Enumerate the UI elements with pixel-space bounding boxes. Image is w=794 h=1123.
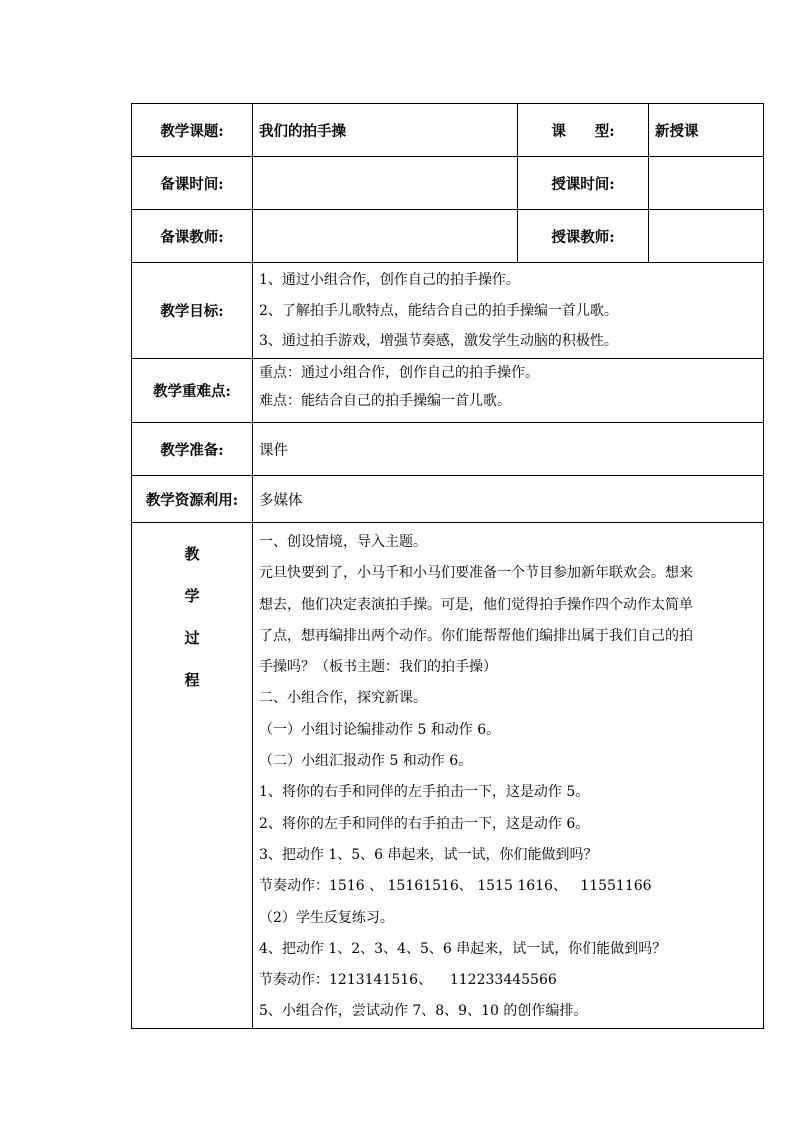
- process-line: 3、把动作 1、5、6 串起来，试一试，你们能做到吗？: [259, 846, 598, 863]
- process-line: 一、创设情境，导入主题。: [259, 534, 427, 550]
- process-line: （2）学生反复练习。: [259, 909, 394, 926]
- row-teacher: [132, 210, 764, 263]
- teach-time-label: 授课时间:: [518, 157, 649, 210]
- preparation-label: 教学准备:: [132, 423, 253, 476]
- process-line: 节奏动作：1213141516、 112233445566: [259, 972, 557, 989]
- process-line: 2、将你的左手和同伴的右手拍击一下，这是动作 6。: [259, 815, 590, 832]
- process-line: （一）小组讨论编排动作 5 和动作 6。: [259, 721, 501, 738]
- process-line: （二）小组汇报动作 5 和动作 6。: [259, 753, 473, 770]
- resources-label: 教学资源利用:: [132, 476, 253, 523]
- process-content: [253, 523, 764, 1029]
- row-resources: [132, 476, 764, 523]
- row-topic: [132, 104, 764, 157]
- type-value: 新授课: [649, 104, 764, 157]
- process-label-char: 程: [184, 671, 200, 689]
- process-line: 4、把动作 1、2、3、4、5、6 串起来，试一试，你们能做到吗？: [259, 940, 667, 957]
- process-line: 1、将你的右手和同伴的左手拍击一下，这是动作 5。: [259, 784, 590, 801]
- lesson-plan-table: [131, 103, 764, 1029]
- process-line: 5、小组合作，尝试动作 7、8、9、10 的创作编排。: [259, 1003, 588, 1020]
- key-points-content: [253, 359, 764, 423]
- topic-value: 我们的拍手操: [253, 104, 518, 157]
- preparation-value: 课件: [253, 423, 764, 476]
- row-preparation: [132, 423, 764, 476]
- process-label-char: 过: [184, 629, 200, 647]
- prep-teacher-label: 备课教师:: [132, 210, 253, 263]
- process-label-char: 学: [184, 587, 200, 605]
- type-label: 课 型:: [518, 104, 649, 157]
- key-points-label: 教学重难点:: [132, 359, 253, 423]
- prep-time-value: [253, 157, 518, 210]
- process-line: 元旦快要到了，小马千和小马们要准备一个节目参加新年联欢会。想来: [259, 565, 693, 582]
- process-line: 了点，想再编排出两个动作。你们能帮帮他们编排出属于我们自己的拍: [259, 627, 693, 644]
- process-line: 二、小组合作，探究新课。: [259, 690, 427, 707]
- row-key-points: [132, 359, 764, 423]
- teach-teacher-label: 授课教师:: [518, 210, 649, 263]
- teach-teacher-value: [649, 210, 764, 263]
- row-process: [132, 523, 764, 1029]
- prep-teacher-value: [253, 210, 518, 263]
- process-line: 手操吗？（板书主题：我们的拍手操）: [259, 659, 497, 676]
- objectives-label: 教学目标:: [132, 263, 253, 359]
- process-line: 想去，他们决定表演拍手操。可是，他们觉得拍手操作四个动作太简单: [259, 596, 693, 613]
- prep-time-label: 备课时间:: [132, 157, 253, 210]
- objective-line: 2、了解拍手儿歌特点，能结合自己的拍手操编一首儿歌。: [259, 302, 618, 319]
- row-objectives: [132, 263, 764, 359]
- objective-line: 3、通过拍手游戏，增强节奏感，激发学生动脑的积极性。: [259, 333, 618, 349]
- teach-time-value: [649, 157, 764, 210]
- key-point-line: 重点：通过小组合作，创作自己的拍手操作。: [259, 365, 539, 381]
- key-point-line: 难点：能结合自己的拍手操编一首儿歌。: [259, 393, 511, 409]
- process-label: [132, 523, 253, 1029]
- topic-label: 教学课题:: [132, 104, 253, 157]
- resources-value: 多媒体: [253, 476, 764, 523]
- objective-line: 1、通过小组合作，创作自己的拍手操作。: [259, 272, 520, 288]
- objectives-content: [253, 263, 764, 359]
- row-prep-time: [132, 157, 764, 210]
- process-label-char: 教: [184, 545, 200, 563]
- process-line: 节奏动作：1516 、 15161516、 1515 1616、 11551166: [259, 878, 652, 895]
